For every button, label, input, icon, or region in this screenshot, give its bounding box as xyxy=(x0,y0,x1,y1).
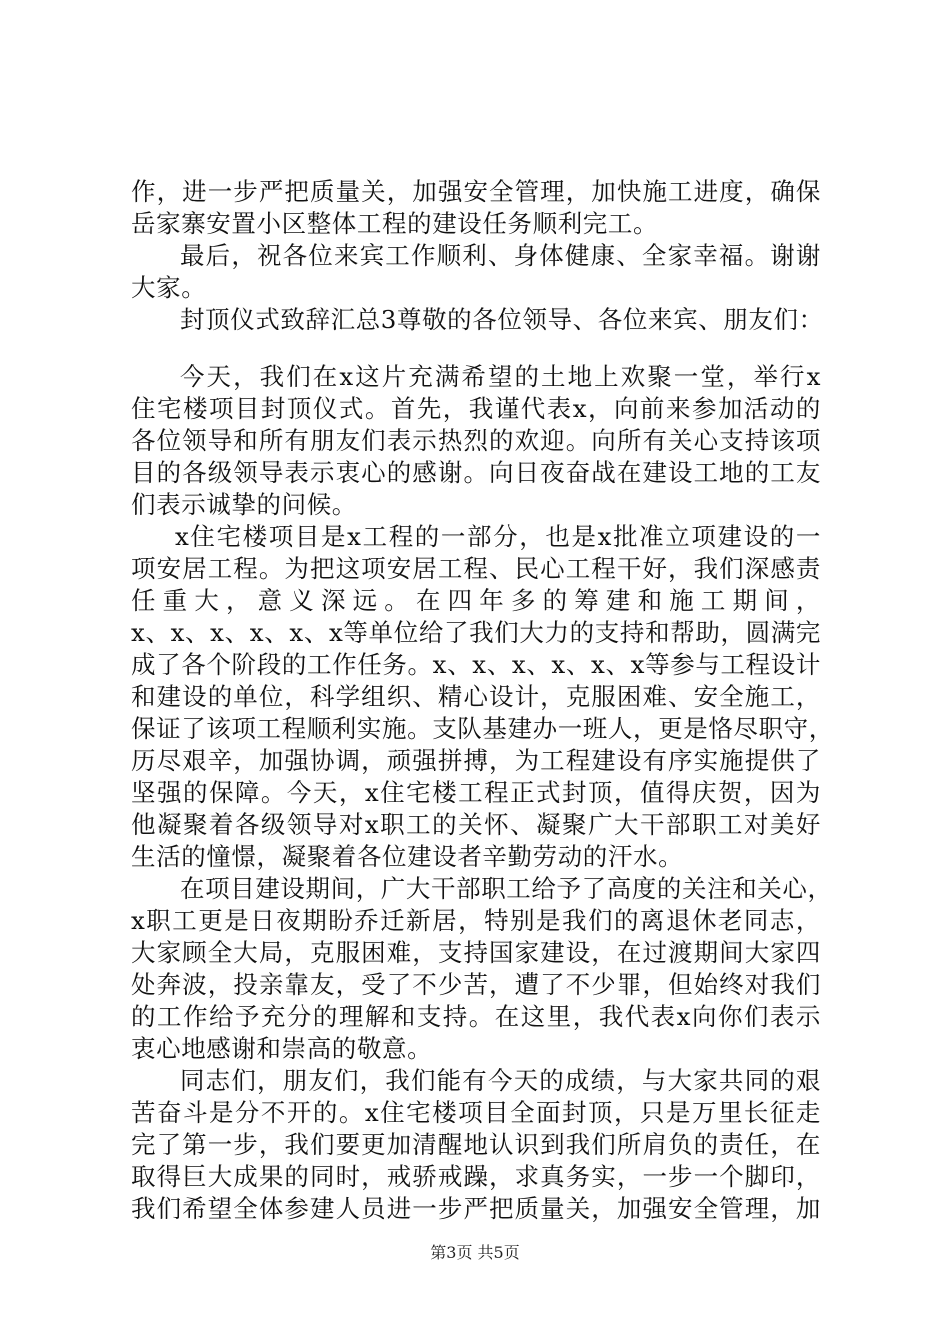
text-line: 住宅楼项目封顶仪式。首先，我谨代表x，向前来参加活动的 xyxy=(131,394,821,423)
text-line: 目的各级领导表示衷心的感谢。向日夜奋战在建设工地的工友 xyxy=(131,458,821,487)
text-line: 们表示诚挚的问候。 xyxy=(131,490,357,519)
text-line: 取得巨大成果的同时，戒骄戒躁，求真务实，一步一个脚印， xyxy=(131,1162,821,1191)
text-line: 大家。 xyxy=(131,273,207,302)
text-line: 项安居工程。为把这项安居工程、民心工程干好，我们深感责 xyxy=(131,554,821,583)
text-line: 他凝聚着各级领导对x职工的关怀、凝聚广大干部职工对美好 xyxy=(131,810,821,839)
text-line: 今天，我们在x这片充满希望的土地上欢聚一堂，举行x xyxy=(180,362,821,391)
text-line: 和建设的单位，科学组织、精心设计，克服困难、安全施工， xyxy=(131,682,821,711)
text-line: 保证了该项工程顺利实施。支队基建办一班人，更是恪尽职守， xyxy=(131,714,834,743)
text-line: 任重大，意义深远。在四年多的筹建和施工期间， xyxy=(131,586,821,615)
text-line: 历尽艰辛，加强协调，顽强拼搏，为工程建设有序实施提供了 xyxy=(131,746,821,775)
text-line: 岳家寨安置小区整体工程的建设任务顺利完工。 xyxy=(131,209,659,238)
text-line: 大家顾全大局，克服困难，支持国家建设，在过渡期间大家四 xyxy=(131,938,821,967)
text-line: 各位领导和所有朋友们表示热烈的欢迎。向所有关心支持该项 xyxy=(131,426,821,455)
text-line: x、x、x、x、x、x等单位给了我们大力的支持和帮助，圆满完 xyxy=(131,618,821,647)
page-footer: 第3页 共5页 xyxy=(430,1243,520,1262)
text-line: 衷心地感谢和崇高的敬意。 xyxy=(131,1034,433,1063)
text-line: 坚强的保障。今天，x住宅楼工程正式封顶，值得庆贺，因为 xyxy=(131,778,821,807)
section-heading-line: 封顶仪式致辞汇总3尊敬的各位领导、各位来宾、朋友们： xyxy=(180,305,824,334)
text-line: 我们希望全体参建人员进一步严把质量关，加强安全管理，加 xyxy=(131,1194,821,1223)
text-line: 处奔波，投亲靠友，受了不少苦，遭了不少罪，但始终对我们 xyxy=(131,970,821,999)
text-line: 苦奋斗是分不开的。x住宅楼项目全面封顶，只是万里长征走 xyxy=(131,1098,821,1127)
text-line: 的工作给予充分的理解和支持。在这里，我代表x向你们表示 xyxy=(131,1002,821,1031)
text-line: 完了第一步，我们要更加清醒地认识到我们所肩负的责任，在 xyxy=(131,1130,821,1159)
text-line: x住宅楼项目是x工程的一部分，也是x批准立项建设的一 xyxy=(175,522,821,551)
text-line: 生活的憧憬，凝聚着各位建设者辛勤劳动的汗水。 xyxy=(131,842,684,871)
text-line: 在项目建设期间，广大干部职工给予了高度的关注和关心， xyxy=(180,874,833,903)
text-line: 同志们，朋友们，我们能有今天的成绩，与大家共同的艰 xyxy=(180,1066,821,1095)
text-line: 最后，祝各位来宾工作顺利、身体健康、全家幸福。谢谢 xyxy=(180,241,821,270)
text-line: 作，进一步严把质量关，加强安全管理，加快施工进度，确保 xyxy=(131,177,821,206)
text-line: 成了各个阶段的工作任务。x、x、x、x、x、x等参与工程设计 xyxy=(131,650,821,679)
text-line: x职工更是日夜期盼乔迁新居，特别是我们的离退休老同志， xyxy=(131,906,821,935)
